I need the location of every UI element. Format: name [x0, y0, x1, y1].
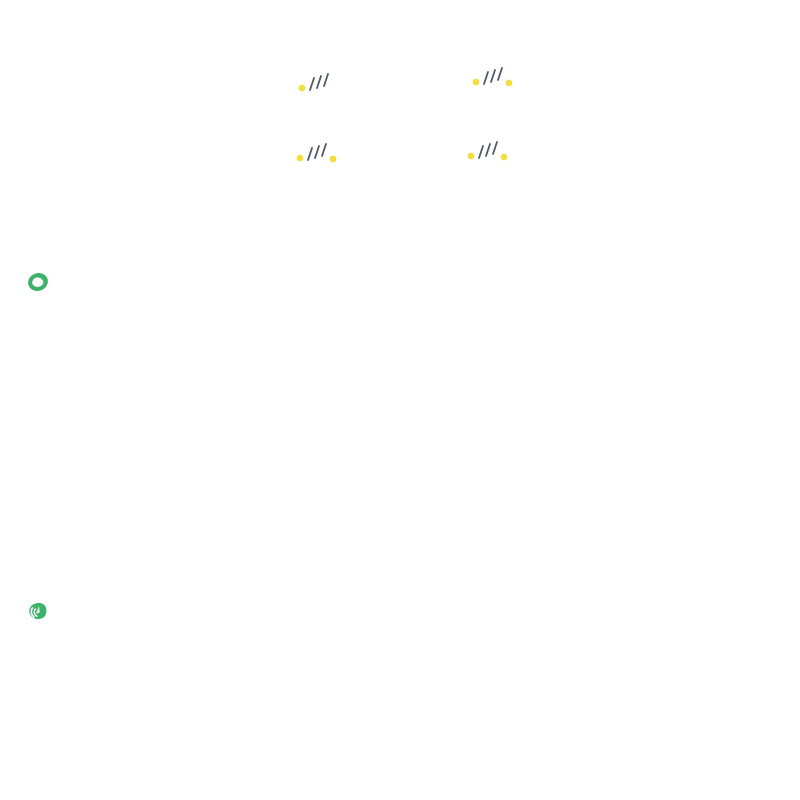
- wavy-frame-decoration: [243, 42, 553, 202]
- scribble-ring-icon: [26, 270, 50, 294]
- leaf-blob-icon: [26, 600, 50, 624]
